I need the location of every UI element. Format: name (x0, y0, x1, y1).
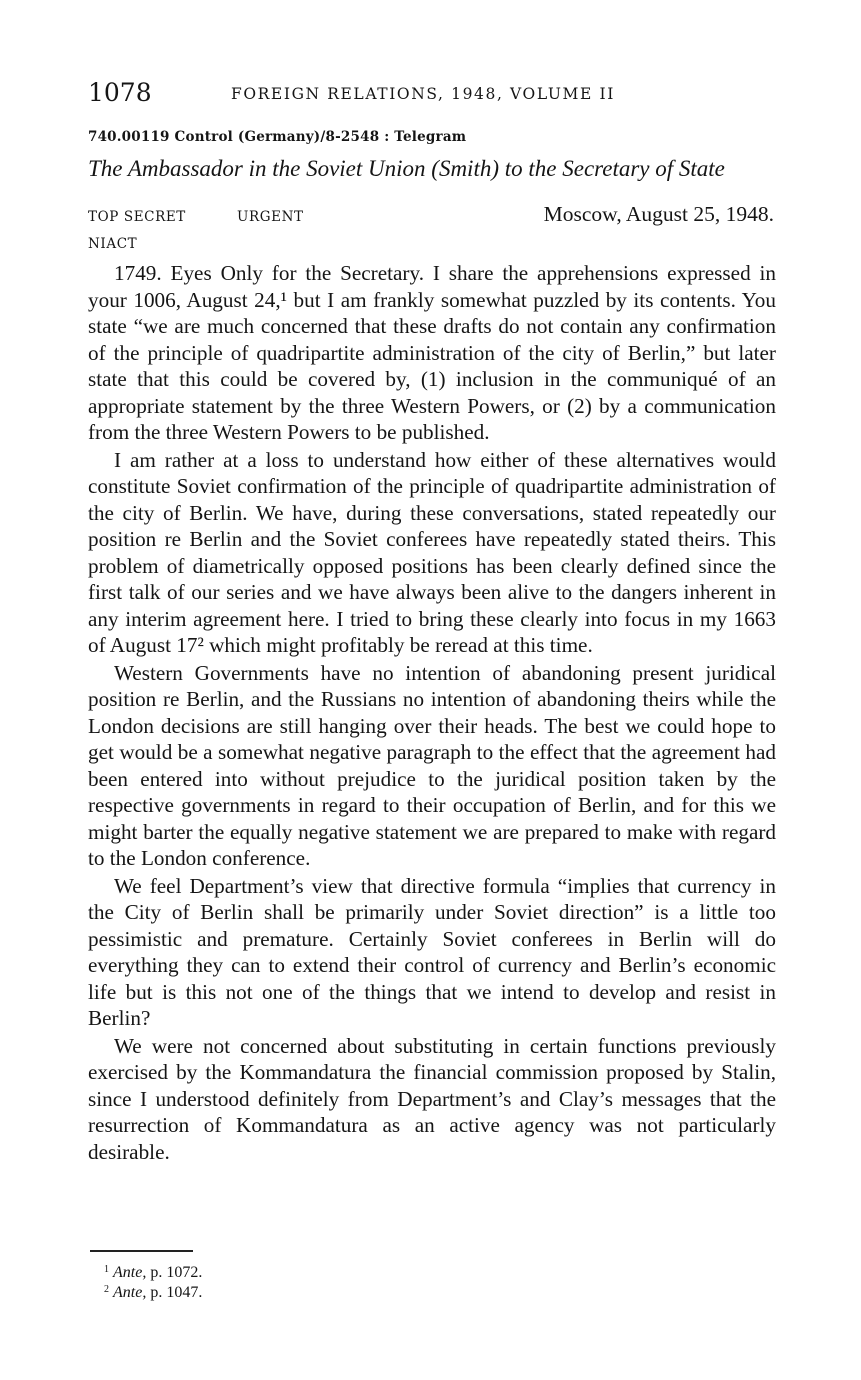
page-header (88, 78, 776, 112)
footnote-page: p. 1072. (150, 1264, 203, 1281)
file-reference: 740.00119 Control (Germany)/8-2548 : Telegram (88, 129, 467, 145)
paragraph: Western Governments have no intention of abandoning present juridical position re Berlin, and the Russians no intention of abandoning theirs while the London decisions are still hanging over their heads. The best we could hope to get would be a somewhat negative paragraph to the effect that the agreement had been entered into without prejudice to the juridical position taken by the respective governments in regard to their occupation of Berlin, and for this we might barter the equally negative statement we are prepared to make with regard to the London conference. (88, 660, 776, 870)
footnote-divider (90, 1250, 193, 1252)
paragraph: I am rather at a loss to understand how either of these alternatives would constitute Soviet confirmation of the principle of quadripartite administration of the city of Berlin. We have, during these conversations, stated repeatedly our position re Berlin and the Soviet conferees have repeatedly stated theirs. This problem of diametrically opposed positions has been clearly defined since the first talk of our series and we have always been alive to the dangers inherent in any interim agreement here. I tried to bring these clearly into focus in my 1663 of August 17² which might profitably be reread at this time. (88, 447, 776, 657)
document-title: The Ambassador in the Soviet Union (Smith) to the Secretary of State (88, 156, 725, 181)
footnote (104, 1281, 202, 1301)
running-head: FOREIGN RELATIONS, 1948, VOLUME II (231, 85, 615, 103)
document-page (88, 0, 776, 1380)
footnotes (104, 1261, 202, 1301)
precedence-label: URGENT (237, 209, 304, 225)
footnote-page: p. 1047. (150, 1284, 203, 1301)
classification-label: TOP SECRET (88, 209, 186, 225)
footnote-marker: 1 (104, 1264, 109, 1275)
handling-label: NIACT (88, 236, 138, 252)
footnote (104, 1261, 202, 1281)
footnote-ref: Ante, (113, 1264, 147, 1281)
paragraph: We feel Department’s view that directive formula “implies that currency in the City of Berlin shall be primarily under Soviet direction” is a little too pessimistic and premature. Certainly Soviet conferees in Berlin will do everything they can to extend their control of currency and Berlin’s economic life but is this not one of the things that we intend to develop and resist in Berlin? (88, 873, 776, 1030)
dateline: Moscow, August 25, 1948. (543, 202, 774, 226)
footnote-marker: 2 (104, 1284, 109, 1295)
paragraph: 1749. Eyes Only for the Secretary. I share the apprehensions expressed in your 1006, August 24,¹ but I am frankly somewhat puzzled by its contents. You state “we are much concerned that these drafts do not contain any confirmation of the principle of quadripartite administration of the city of Berlin,” but later state that this could be covered by, (1) inclusion in the communiqué of an appropriate statement by the three Western Powers, or (2) by a communication from the three Western Powers to be published. (88, 261, 776, 444)
classification-line (88, 208, 304, 226)
page-number: 1078 (88, 78, 152, 107)
footnote-ref: Ante, (113, 1284, 147, 1301)
telegram-body (88, 260, 776, 1166)
paragraph: We were not concerned about substituting in certain functions previously exercised by the Kommandatura the financial commission proposed by Stalin, since I understood definitely from Department’s and Clay’s messages that the resurrection of Kommandatura as an active agency was not particularly desirable. (88, 1033, 776, 1164)
